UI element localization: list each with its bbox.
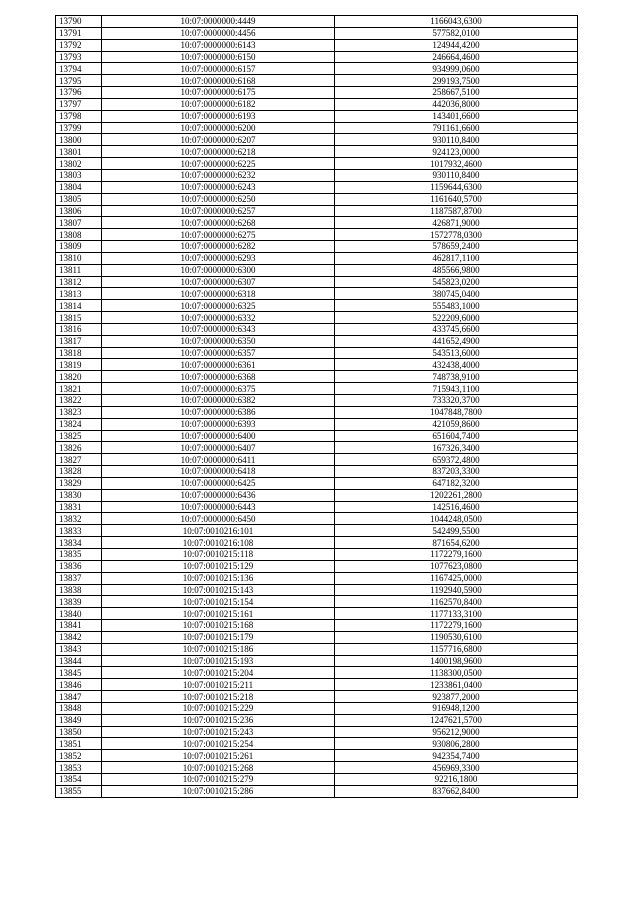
row-number-cell: 13810	[56, 252, 102, 264]
table-row	[56, 134, 578, 146]
value-cell: 545823,0200	[335, 276, 578, 288]
table-row	[56, 513, 578, 525]
table-row	[56, 702, 578, 714]
row-number-cell: 13803	[56, 169, 102, 181]
cadastral-number-cell: 10:07:0000000:6150	[102, 51, 335, 63]
value-cell: 942354,7400	[335, 750, 578, 762]
cadastral-number-cell: 10:07:0010215:236	[102, 714, 335, 726]
row-number-cell: 13819	[56, 359, 102, 371]
cadastral-number-cell: 10:07:0010215:118	[102, 548, 335, 560]
row-number-cell: 13849	[56, 714, 102, 726]
value-cell: 1202261,2800	[335, 489, 578, 501]
value-cell: 485566,9800	[335, 264, 578, 276]
table-row	[56, 146, 578, 158]
table-row	[56, 667, 578, 679]
table-row	[56, 395, 578, 407]
table-row	[56, 525, 578, 537]
row-number-cell: 13799	[56, 122, 102, 134]
table-row	[56, 691, 578, 703]
row-number-cell: 13847	[56, 691, 102, 703]
table-row	[56, 16, 578, 28]
row-number-cell: 13805	[56, 193, 102, 205]
row-number-cell: 13829	[56, 477, 102, 489]
row-number-cell: 13853	[56, 762, 102, 774]
row-number-cell: 13837	[56, 572, 102, 584]
value-cell: 421059,8600	[335, 418, 578, 430]
table-row	[56, 371, 578, 383]
table-row	[56, 572, 578, 584]
table-row	[56, 264, 578, 276]
table-row	[56, 63, 578, 75]
value-cell: 433745,6600	[335, 323, 578, 335]
value-cell: 578659,2400	[335, 241, 578, 253]
table-row	[56, 323, 578, 335]
table-row	[56, 75, 578, 87]
table-row	[56, 122, 578, 134]
table-row	[56, 98, 578, 110]
value-cell: 167326,3400	[335, 442, 578, 454]
row-number-cell: 13806	[56, 205, 102, 217]
value-cell: 1044248,0500	[335, 513, 578, 525]
value-cell: 456969,3300	[335, 762, 578, 774]
table-row	[56, 181, 578, 193]
cadastral-number-cell: 10:07:0010215:186	[102, 643, 335, 655]
row-number-cell: 13816	[56, 323, 102, 335]
row-number-cell: 13797	[56, 98, 102, 110]
table-row	[56, 620, 578, 632]
value-cell: 930110,8400	[335, 169, 578, 181]
value-cell: 1192940,5900	[335, 584, 578, 596]
row-number-cell: 13801	[56, 146, 102, 158]
row-number-cell: 13831	[56, 501, 102, 513]
table-row	[56, 169, 578, 181]
value-cell: 791161,6600	[335, 122, 578, 134]
cadastral-number-cell: 10:07:0010216:108	[102, 537, 335, 549]
value-cell: 1159644,6300	[335, 181, 578, 193]
row-number-cell: 13812	[56, 276, 102, 288]
row-number-cell: 13834	[56, 537, 102, 549]
value-cell: 956212,9000	[335, 726, 578, 738]
cadastral-number-cell: 10:07:0000000:6450	[102, 513, 335, 525]
table-row	[56, 714, 578, 726]
table-row	[56, 217, 578, 229]
table-row	[56, 560, 578, 572]
cadastral-number-cell: 10:07:0000000:6343	[102, 323, 335, 335]
row-number-cell: 13832	[56, 513, 102, 525]
value-cell: 1233861,0400	[335, 679, 578, 691]
cadastral-number-cell: 10:07:0000000:6318	[102, 288, 335, 300]
value-cell: 1247621,5700	[335, 714, 578, 726]
cadastral-number-cell: 10:07:0010215:254	[102, 738, 335, 750]
value-cell: 299193,7500	[335, 75, 578, 87]
table-row	[56, 548, 578, 560]
cadastral-number-cell: 10:07:0000000:6168	[102, 75, 335, 87]
value-cell: 733320,3700	[335, 395, 578, 407]
table-row	[56, 750, 578, 762]
row-number-cell: 13841	[56, 620, 102, 632]
value-cell: 923877,2000	[335, 691, 578, 703]
cadastral-number-cell: 10:07:0000000:6193	[102, 110, 335, 122]
row-number-cell: 13809	[56, 241, 102, 253]
row-number-cell: 13833	[56, 525, 102, 537]
cadastral-number-cell: 10:07:0010215:154	[102, 596, 335, 608]
row-number-cell: 13821	[56, 383, 102, 395]
row-number-cell: 13820	[56, 371, 102, 383]
table-row	[56, 501, 578, 513]
row-number-cell: 13811	[56, 264, 102, 276]
value-cell: 930110,8400	[335, 134, 578, 146]
row-number-cell: 13848	[56, 702, 102, 714]
table-row	[56, 454, 578, 466]
cadastral-number-cell: 10:07:0000000:6143	[102, 39, 335, 51]
cadastral-number-cell: 10:07:0000000:6425	[102, 477, 335, 489]
table-row	[56, 276, 578, 288]
row-number-cell: 13815	[56, 312, 102, 324]
row-number-cell: 13826	[56, 442, 102, 454]
row-number-cell: 13836	[56, 560, 102, 572]
row-number-cell: 13798	[56, 110, 102, 122]
row-number-cell: 13822	[56, 395, 102, 407]
cadastral-number-cell: 10:07:0000000:6218	[102, 146, 335, 158]
row-number-cell: 13804	[56, 181, 102, 193]
table-row	[56, 193, 578, 205]
cadastral-number-cell: 10:07:0000000:6382	[102, 395, 335, 407]
cadastral-number-cell: 10:07:0000000:6307	[102, 276, 335, 288]
table-row	[56, 738, 578, 750]
table-row	[56, 726, 578, 738]
table-row	[56, 51, 578, 63]
row-number-cell: 13823	[56, 406, 102, 418]
cadastral-number-cell: 10:07:0000000:6325	[102, 300, 335, 312]
row-number-cell: 13828	[56, 466, 102, 478]
table-row	[56, 596, 578, 608]
value-cell: 871654,6200	[335, 537, 578, 549]
table-row	[56, 347, 578, 359]
cadastral-number-cell: 10:07:0000000:6350	[102, 335, 335, 347]
cadastral-number-cell: 10:07:0000000:6357	[102, 347, 335, 359]
value-cell: 124944,4200	[335, 39, 578, 51]
table-body	[56, 16, 578, 798]
value-cell: 1161640,5700	[335, 193, 578, 205]
cadastral-number-cell: 10:07:0000000:6175	[102, 87, 335, 99]
value-cell: 1190530,6100	[335, 631, 578, 643]
table-row	[56, 300, 578, 312]
row-number-cell: 13855	[56, 785, 102, 797]
value-cell: 837662,8400	[335, 785, 578, 797]
document-page	[55, 15, 577, 798]
cadastral-number-cell: 10:07:0010215:286	[102, 785, 335, 797]
value-cell: 1138300,0500	[335, 667, 578, 679]
cadastral-number-cell: 10:07:0000000:6257	[102, 205, 335, 217]
cadastral-number-cell: 10:07:0010215:261	[102, 750, 335, 762]
row-number-cell: 13818	[56, 347, 102, 359]
table-row	[56, 87, 578, 99]
value-cell: 246664,4600	[335, 51, 578, 63]
cadastral-number-cell: 10:07:0000000:6157	[102, 63, 335, 75]
cadastral-number-cell: 10:07:0000000:6225	[102, 158, 335, 170]
cadastral-number-cell: 10:07:0010215:168	[102, 620, 335, 632]
row-number-cell: 13800	[56, 134, 102, 146]
row-number-cell: 13835	[56, 548, 102, 560]
cadastral-number-cell: 10:07:0000000:6443	[102, 501, 335, 513]
row-number-cell: 13807	[56, 217, 102, 229]
value-cell: 142516,4600	[335, 501, 578, 513]
cadastral-number-cell: 10:07:0010215:136	[102, 572, 335, 584]
table-row	[56, 477, 578, 489]
value-cell: 924123,0000	[335, 146, 578, 158]
row-number-cell: 13830	[56, 489, 102, 501]
value-cell: 1157716,6800	[335, 643, 578, 655]
row-number-cell: 13791	[56, 27, 102, 39]
cadastral-number-cell: 10:07:0000000:6243	[102, 181, 335, 193]
table-row	[56, 229, 578, 241]
table-row	[56, 335, 578, 347]
value-cell: 462817,1100	[335, 252, 578, 264]
cadastral-number-cell: 10:07:0010215:204	[102, 667, 335, 679]
table-row	[56, 359, 578, 371]
value-cell: 1166043,6300	[335, 16, 578, 28]
row-number-cell: 13827	[56, 454, 102, 466]
value-cell: 92216,1800	[335, 774, 578, 786]
value-cell: 442036,8000	[335, 98, 578, 110]
row-number-cell: 13852	[56, 750, 102, 762]
value-cell: 651604,7400	[335, 430, 578, 442]
cadastral-number-cell: 10:07:0010215:218	[102, 691, 335, 703]
cadastral-number-cell: 10:07:0010215:279	[102, 774, 335, 786]
value-cell: 748738,9100	[335, 371, 578, 383]
value-cell: 1187587,8700	[335, 205, 578, 217]
cadastral-number-cell: 10:07:0000000:4449	[102, 16, 335, 28]
table-row	[56, 406, 578, 418]
table-row	[56, 241, 578, 253]
cadastral-number-cell: 10:07:0000000:6361	[102, 359, 335, 371]
cadastral-number-cell: 10:07:0010215:193	[102, 655, 335, 667]
table-row	[56, 39, 578, 51]
value-cell: 426871,9000	[335, 217, 578, 229]
table-row	[56, 288, 578, 300]
row-number-cell: 13793	[56, 51, 102, 63]
row-number-cell: 13840	[56, 608, 102, 620]
row-number-cell: 13854	[56, 774, 102, 786]
row-number-cell: 13842	[56, 631, 102, 643]
cadastral-number-cell: 10:07:0000000:6293	[102, 252, 335, 264]
cadastral-number-cell: 10:07:0000000:6207	[102, 134, 335, 146]
row-number-cell: 13802	[56, 158, 102, 170]
value-cell: 432438,4000	[335, 359, 578, 371]
row-number-cell: 13795	[56, 75, 102, 87]
cadastral-number-cell: 10:07:0010215:229	[102, 702, 335, 714]
cadastral-number-cell: 10:07:0000000:6407	[102, 442, 335, 454]
cadastral-number-cell: 10:07:0000000:6282	[102, 241, 335, 253]
table-row	[56, 537, 578, 549]
table-row	[56, 383, 578, 395]
table-row	[56, 158, 578, 170]
cadastral-number-cell: 10:07:0000000:6368	[102, 371, 335, 383]
value-cell: 715943,1100	[335, 383, 578, 395]
table-row	[56, 762, 578, 774]
value-cell: 1017932,4600	[335, 158, 578, 170]
value-cell: 1177133,3100	[335, 608, 578, 620]
cadastral-number-cell: 10:07:0000000:6182	[102, 98, 335, 110]
table-row	[56, 643, 578, 655]
value-cell: 1172279,1600	[335, 620, 578, 632]
cadastral-number-cell: 10:07:0000000:6332	[102, 312, 335, 324]
cadastral-number-cell: 10:07:0000000:6200	[102, 122, 335, 134]
cadastral-number-cell: 10:07:0000000:6250	[102, 193, 335, 205]
table-row	[56, 655, 578, 667]
value-cell: 1572778,0300	[335, 229, 578, 241]
value-cell: 930806,2800	[335, 738, 578, 750]
value-cell: 258667,5100	[335, 87, 578, 99]
value-cell: 555483,1000	[335, 300, 578, 312]
value-cell: 934999,0600	[335, 63, 578, 75]
row-number-cell: 13838	[56, 584, 102, 596]
table-row	[56, 774, 578, 786]
table-row	[56, 252, 578, 264]
value-cell: 647182,3200	[335, 477, 578, 489]
value-cell: 1172279,1600	[335, 548, 578, 560]
cadastral-number-cell: 10:07:0010215:143	[102, 584, 335, 596]
table-row	[56, 418, 578, 430]
cadastral-number-cell: 10:07:0010215:179	[102, 631, 335, 643]
cadastral-number-cell: 10:07:0000000:6268	[102, 217, 335, 229]
row-number-cell: 13824	[56, 418, 102, 430]
table-row	[56, 631, 578, 643]
row-number-cell: 13846	[56, 679, 102, 691]
value-cell: 577582,0100	[335, 27, 578, 39]
value-cell: 837203,3300	[335, 466, 578, 478]
row-number-cell: 13845	[56, 667, 102, 679]
table-row	[56, 489, 578, 501]
value-cell: 916948,1200	[335, 702, 578, 714]
cadastral-number-cell: 10:07:0010215:161	[102, 608, 335, 620]
cadastral-number-cell: 10:07:0000000:6436	[102, 489, 335, 501]
cadastral-number-cell: 10:07:0000000:6386	[102, 406, 335, 418]
table-row	[56, 584, 578, 596]
cadastral-number-cell: 10:07:0000000:6275	[102, 229, 335, 241]
value-cell: 522209,6000	[335, 312, 578, 324]
cadastral-number-cell: 10:07:0000000:4456	[102, 27, 335, 39]
cadastral-number-cell: 10:07:0010215:243	[102, 726, 335, 738]
cadastral-number-cell: 10:07:0000000:6300	[102, 264, 335, 276]
value-cell: 659372,4800	[335, 454, 578, 466]
cadastral-number-cell: 10:07:0000000:6418	[102, 466, 335, 478]
row-number-cell: 13850	[56, 726, 102, 738]
row-number-cell: 13814	[56, 300, 102, 312]
table-row	[56, 27, 578, 39]
value-cell: 542499,5500	[335, 525, 578, 537]
row-number-cell: 13843	[56, 643, 102, 655]
table-row	[56, 785, 578, 797]
table-row	[56, 442, 578, 454]
cadastral-number-cell: 10:07:0010215:129	[102, 560, 335, 572]
value-cell: 1077623,0800	[335, 560, 578, 572]
row-number-cell: 13813	[56, 288, 102, 300]
row-number-cell: 13794	[56, 63, 102, 75]
value-cell: 1400198,9600	[335, 655, 578, 667]
cadastral-number-cell: 10:07:0000000:6232	[102, 169, 335, 181]
row-number-cell: 13851	[56, 738, 102, 750]
cadastral-number-cell: 10:07:0000000:6411	[102, 454, 335, 466]
row-number-cell: 13839	[56, 596, 102, 608]
row-number-cell: 13825	[56, 430, 102, 442]
table-row	[56, 430, 578, 442]
value-cell: 543513,6000	[335, 347, 578, 359]
cadastral-number-cell: 10:07:0010215:211	[102, 679, 335, 691]
value-cell: 143401,6600	[335, 110, 578, 122]
table-row	[56, 608, 578, 620]
row-number-cell: 13792	[56, 39, 102, 51]
cadastral-number-cell: 10:07:0000000:6375	[102, 383, 335, 395]
row-number-cell: 13796	[56, 87, 102, 99]
cadastral-number-cell: 10:07:0000000:6393	[102, 418, 335, 430]
value-cell: 1162570,8400	[335, 596, 578, 608]
value-cell: 1047848,7800	[335, 406, 578, 418]
table-row	[56, 205, 578, 217]
row-number-cell: 13790	[56, 16, 102, 28]
row-number-cell: 13844	[56, 655, 102, 667]
row-number-cell: 13817	[56, 335, 102, 347]
table-row	[56, 466, 578, 478]
value-cell: 380745,0400	[335, 288, 578, 300]
table-row	[56, 312, 578, 324]
table-row	[56, 110, 578, 122]
row-number-cell: 13808	[56, 229, 102, 241]
value-cell: 1167425,0000	[335, 572, 578, 584]
cadastral-number-cell: 10:07:0000000:6400	[102, 430, 335, 442]
value-cell: 441652,4900	[335, 335, 578, 347]
data-table	[55, 15, 578, 798]
cadastral-number-cell: 10:07:0010215:268	[102, 762, 335, 774]
cadastral-number-cell: 10:07:0010216:101	[102, 525, 335, 537]
table-row	[56, 679, 578, 691]
